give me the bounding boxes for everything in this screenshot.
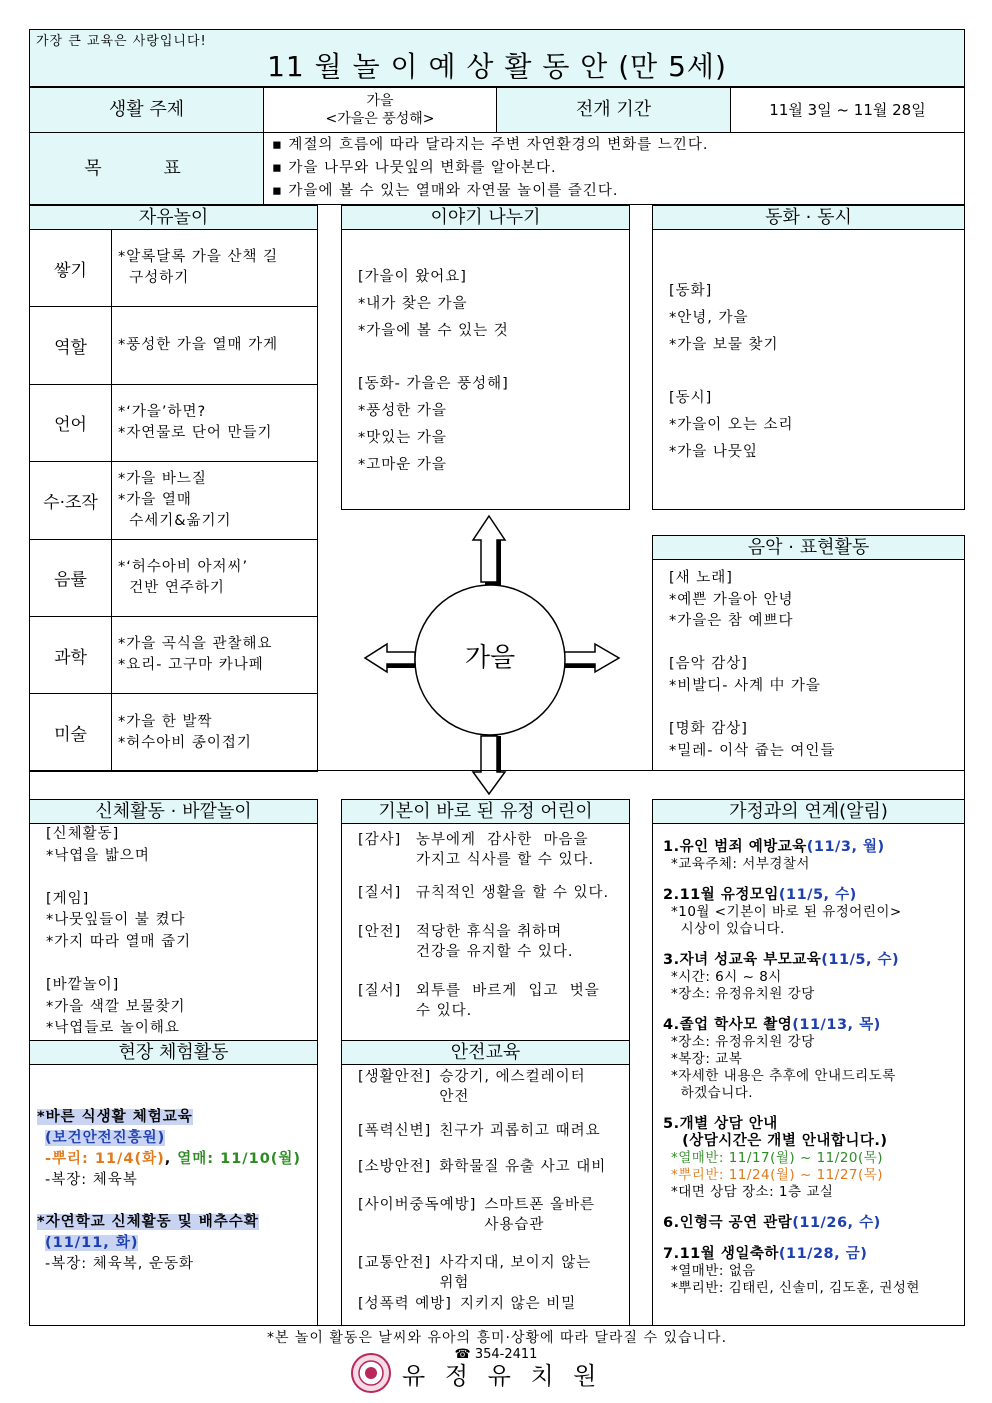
physical-line: [게임] (46, 890, 90, 907)
virtue-header: 기본이 바로 된 유정 어린이 (341, 799, 630, 824)
music-line: *비발디- 사계 中 가을 (669, 677, 821, 694)
free-play-area-label: 언어 (30, 385, 112, 461)
free-play-activity-line: *가을 바느질 (118, 470, 207, 487)
music-header: 음악 · 표현활동 (652, 535, 965, 560)
home-header: 가정과의 연계(알림) (652, 799, 965, 824)
home-notice-line: *복장: 교복 (671, 1051, 743, 1067)
music-box (652, 559, 965, 771)
free-play-area-label: 쌓기 (30, 230, 112, 306)
talk-line: *고마운 가을 (358, 456, 447, 473)
talk-line: *가을에 볼 수 있는 것 (358, 322, 509, 339)
mid-divider (29, 770, 965, 771)
free-play-area-label: 음률 (30, 540, 112, 616)
free-play-area-label: 과학 (30, 617, 112, 693)
physical-line (46, 954, 317, 976)
physical-line: *가을 색깔 보물찾기 (46, 998, 186, 1015)
safety-text-line: 사용습관 (484, 1217, 545, 1233)
free-play-activity (118, 617, 315, 693)
free-play-activity-line: *‘가을’하면? (118, 403, 207, 420)
safety-text-line: 지키지 않은 비밀 (459, 1296, 577, 1312)
field-a-title-text: *바른 식생활 체험교육 (37, 1109, 193, 1125)
home-notice-head: 7.11월 생일축하 (663, 1246, 779, 1262)
talk-header: 이야기 나누기 (341, 205, 630, 230)
story-line: [동화] (669, 283, 713, 299)
physical-line: [바깥놀이] (46, 977, 120, 994)
home-notice-title (663, 838, 964, 856)
center-word: 가을 (464, 643, 516, 673)
safety-tag: [폭력신변] (358, 1123, 432, 1139)
goal-label: 목 표 (29, 132, 264, 205)
free-play-activity (118, 694, 315, 770)
free-play-area-label: 역할 (30, 307, 112, 383)
free-play-row (29, 384, 318, 462)
home-notice-line: *장소: 유정유치원 강당 (671, 986, 815, 1002)
field-b-title-text: *자연학교 신체활동 및 배추수확 (37, 1214, 259, 1230)
safety-lines (358, 1067, 629, 1314)
virtue-box (341, 823, 630, 1041)
free-play-activity-line: *가을 곡식을 관찰해요 (118, 636, 273, 653)
virtue-tag: [감사] (358, 832, 402, 848)
virtue-text-line: 건강을 유지할 수 있다. (416, 944, 574, 960)
home-notice-head: 1.유인 범죄 예방교육 (663, 839, 807, 855)
free-play-activity-line: *자연물로 단어 만들기 (118, 424, 273, 441)
home-notice-line: (상담시간은 개별 안내합니다.) (671, 1133, 888, 1149)
home-notice (663, 1214, 964, 1232)
music-line: *가을은 참 예쁘다 (669, 613, 794, 630)
safety-tag: [생활안전] (358, 1069, 432, 1085)
safety-text-line: 화학물질 유출 사고 대비 (439, 1159, 607, 1175)
safety-tag: [사이버중독예방] (358, 1197, 477, 1213)
physical-header: 신체활동 · 바깥놀이 (29, 799, 318, 824)
music-line: [음악 감상] (669, 656, 748, 673)
home-notice-line: *대면 상담 장소: 1층 교실 (671, 1184, 834, 1200)
home-notice-line: *열매반: 11/17(월) ~ 11/20(목) (671, 1150, 884, 1166)
story-lines (669, 278, 964, 466)
virtue-text-line: 농부에게 감사한 마음을 (416, 832, 589, 848)
field-box (29, 1064, 318, 1326)
talk-line (358, 344, 629, 371)
story-line: [동시] (669, 390, 713, 407)
safety-header: 안전교육 (341, 1040, 630, 1065)
safety-text (460, 1294, 576, 1314)
safety-text (439, 1157, 606, 1177)
free-play-row (29, 616, 318, 694)
home-notice-line: *뿌리반: 11/24(월) ~ 11/27(목) (671, 1167, 884, 1183)
safety-tag: [성폭력 예방] (358, 1296, 452, 1312)
safety-box (341, 1064, 630, 1326)
home-notice-line: 시상이 있습니다. (671, 921, 785, 937)
safety-item (358, 1294, 629, 1314)
virtue-text-line: 적당한 휴식을 취하며 (416, 924, 563, 940)
safety-item (358, 1157, 629, 1177)
home-notice-title (663, 886, 964, 904)
title-box (29, 29, 965, 87)
free-play-table (29, 229, 318, 771)
talk-line: *풍성한 가을 (358, 402, 447, 419)
free-play-activity-line: *허수아비 종이접기 (118, 734, 252, 751)
free-play-row (29, 693, 318, 771)
safety-item (358, 1253, 629, 1293)
virtue-text (416, 922, 574, 962)
safety-item (358, 1195, 629, 1235)
field-b-sub: (11/11, 화) (45, 1235, 139, 1251)
field-a-title (37, 1107, 317, 1128)
virtue-item (358, 830, 629, 870)
field-b-dress: -복장: 체육복, 운동화 (45, 1256, 195, 1272)
virtue-item (358, 981, 629, 1021)
music-line: *밀레- 이삭 줍는 여인들 (669, 742, 836, 759)
period-value: 11월 3일 ~ 11월 28일 (730, 87, 965, 133)
home-notice-line: *열매반: 없음 (671, 1263, 756, 1279)
virtue-tag: [질서] (358, 885, 402, 901)
home-notice-head: 3.자녀 성교육 부모교육 (663, 952, 822, 968)
story-line: *안녕, 가을 (669, 309, 749, 326)
music-line: [명화 감상] (669, 721, 748, 738)
home-notice-date: (11/5, 수) (821, 952, 900, 968)
free-play-activity-line: *가을 한 발짝 (118, 713, 213, 730)
theme-value (263, 87, 497, 133)
music-lines (669, 568, 964, 762)
story-box (652, 229, 965, 510)
virtue-tag: [안전] (358, 924, 402, 940)
home-notice-title (663, 1214, 964, 1232)
physical-line: *낙엽들로 놀이해요 (46, 1020, 180, 1037)
school-logo-icon (350, 1352, 392, 1394)
field-a-sub-row (37, 1128, 317, 1149)
theme-label: 생활 주제 (29, 87, 264, 133)
field-a-date-sep: , (164, 1151, 178, 1167)
free-play-row (29, 306, 318, 384)
music-line: *예쁜 가을아 안녕 (669, 591, 794, 608)
virtue-item (358, 922, 629, 962)
home-notice (663, 886, 964, 938)
field-a-date-1: -뿌리: 11/4(화) (45, 1151, 165, 1167)
safety-text-line: 승강기, 에스컬레이터 (439, 1069, 586, 1085)
home-notice-line: *교육주체: 서부경찰서 (671, 856, 810, 872)
theme-value-sub: <가을은 풍성해> (325, 111, 435, 127)
home-notice (663, 838, 964, 873)
physical-line: *나뭇잎들이 불 켰다 (46, 912, 186, 929)
home-notice-title (663, 1016, 964, 1034)
field-b-title (37, 1212, 317, 1233)
free-play-activity-line: *‘허수아비 아저씨’ (118, 558, 249, 575)
story-header: 동화 · 동시 (652, 205, 965, 230)
period-label: 전개 기간 (496, 87, 731, 133)
home-notice-date: (11/26, 수) (792, 1215, 881, 1231)
talk-line: *맛있는 가을 (358, 429, 447, 446)
virtue-text-line: 규칙적인 생활을 할 수 있다. (416, 885, 610, 901)
safety-tag: [소방안전] (358, 1159, 432, 1175)
home-notice-title (663, 951, 964, 969)
talk-line: [가을이 왔어요] (358, 269, 467, 285)
home-notice-line: *시간: 6시 ~ 8시 (671, 969, 782, 985)
free-play-activity (118, 540, 315, 616)
virtue-text-line: 수 있다. (416, 1003, 473, 1019)
talk-lines (358, 264, 629, 478)
virtue-text-line: 외투를 바르게 입고 벗을 (416, 983, 600, 999)
safety-text (439, 1253, 591, 1293)
home-notice-line: 하겠습니다. (671, 1085, 754, 1101)
safety-item (358, 1067, 629, 1107)
top-note: 가장 큰 교육은 사랑입니다! (36, 34, 207, 49)
goal-item: ▪ 가을에 볼 수 있는 열매와 자연물 놀이를 즐긴다. (272, 183, 619, 199)
home-notice-date: (11/5, 수) (778, 887, 857, 903)
arrow-left-icon (365, 644, 415, 672)
physical-line: *가지 따라 열매 줍기 (46, 933, 192, 950)
safety-text-line: 안전 (439, 1089, 470, 1105)
theme-value-main: 가을 (366, 93, 394, 109)
story-line (669, 358, 964, 385)
virtue-text (416, 830, 594, 870)
home-notice-line: *자세한 내용은 추후에 안내드리도록 (671, 1068, 896, 1084)
virtue-tag: [질서] (358, 983, 402, 999)
goal-item: ▪ 가을 나무와 나뭇잎의 변화를 알아본다. (272, 160, 557, 176)
free-play-activity-line: *가을 열매 (118, 491, 192, 508)
music-line: [새 노래] (669, 570, 733, 586)
virtue-text-line: 가지고 식사를 할 수 있다. (416, 852, 595, 868)
goal-list (263, 132, 965, 205)
free-play-row (29, 461, 318, 539)
field-b-sub-row (37, 1233, 317, 1254)
virtue-item (358, 883, 629, 903)
home-notice-date: (11/28, 금) (778, 1246, 868, 1262)
field-a-dates (37, 1149, 317, 1170)
talk-line: *내가 찾은 가을 (358, 295, 468, 312)
field-a-date-2: 열매: 11/10(월) (177, 1151, 302, 1167)
free-play-area-label: 수·조작 (30, 462, 112, 538)
free-play-header: 자유놀이 (29, 205, 318, 230)
virtue-lines (358, 830, 629, 1021)
free-play-area-label: 미술 (30, 694, 112, 770)
story-line: *가을 보물 찾기 (669, 336, 779, 353)
left-edge (29, 770, 30, 800)
physical-line (46, 867, 317, 889)
music-line (669, 698, 964, 720)
home-lines (663, 838, 964, 1297)
field-a-dress: -복장: 체육복 (45, 1172, 138, 1188)
safety-text-line: 친구가 괴롭히고 때려요 (439, 1123, 601, 1139)
safety-text (439, 1121, 600, 1141)
safety-text-line: 스마트폰 올바른 (484, 1197, 596, 1213)
home-notice-date: (11/13, 목) (792, 1017, 881, 1033)
safety-item (358, 1121, 629, 1141)
free-play-activity (118, 385, 315, 461)
free-play-activity-line: *알록달록 가을 산책 길 (118, 249, 279, 266)
home-box (652, 823, 965, 1326)
free-play-activity (118, 307, 315, 383)
home-notice-head: 4.졸업 학사모 촬영 (663, 1017, 793, 1033)
safety-text-line: 사각지대, 보이지 않는 (439, 1255, 592, 1271)
home-notice-date: (11/3, 월) (806, 839, 885, 855)
home-notice-line: *10월 <기본이 바로 된 유정어린이> (671, 904, 902, 920)
free-play-activity (118, 462, 315, 538)
story-line: *가을이 오는 소리 (669, 416, 794, 433)
safety-text (439, 1067, 585, 1107)
free-play-activity-line: 건반 연주하기 (118, 579, 225, 596)
home-notice-head: 6.인형극 공연 관람 (663, 1215, 793, 1231)
home-notice-head: 5.개별 상담 안내 (663, 1116, 778, 1132)
home-notice (663, 1245, 964, 1297)
arrow-right-icon (563, 644, 619, 672)
home-notice-head: 2.11월 유정모임 (663, 887, 779, 903)
safety-text (484, 1195, 595, 1235)
field-header: 현장 체험활동 (29, 1040, 318, 1065)
home-notice (663, 1115, 964, 1201)
right-edge (964, 770, 965, 800)
safety-text-line: 위험 (439, 1275, 470, 1291)
school-name: 유 정 유 치 원 (402, 1362, 603, 1390)
field-a-sub: (보건안전진흥원) (45, 1130, 166, 1146)
virtue-text (416, 883, 609, 903)
free-play-activity-line: 수세기&옮기기 (118, 512, 232, 529)
phone-number: ☎ 354-2411 (454, 1347, 538, 1362)
safety-tag: [교통안전] (358, 1255, 432, 1271)
arrow-down-icon (473, 736, 505, 794)
physical-lines (46, 824, 317, 1040)
frame-bottom (29, 1325, 965, 1326)
free-play-activity (118, 230, 315, 306)
home-notice-line: *뿌리반: 김태린, 신솔미, 김도훈, 권성현 (671, 1280, 920, 1296)
talk-line: [동화- 가을은 풍성해] (358, 376, 509, 393)
goal-item: ▪ 계절의 흐름에 따라 달라지는 주변 자연환경의 변화를 느낀다. (272, 137, 709, 153)
home-notice (663, 951, 964, 1003)
virtue-text (416, 981, 600, 1021)
footer-note: *본 놀이 활동은 날씨와 유아의 흥미·상황에 따라 달라질 수 있습니다. (266, 1330, 728, 1346)
physical-box (29, 823, 318, 1041)
free-play-activity-line: *풍성한 가을 열매 가게 (118, 337, 279, 354)
arrow-up-icon (473, 516, 505, 586)
music-line (669, 633, 964, 655)
story-line: *가을 나뭇잎 (669, 443, 758, 460)
physical-line: [신체활동] (46, 826, 120, 842)
free-play-row (29, 229, 318, 307)
free-play-activity-line: 구성하기 (118, 270, 190, 287)
home-notice-line: *장소: 유정유치원 강당 (671, 1034, 815, 1050)
free-play-activity-line: *요리- 고구마 카나페 (118, 657, 264, 674)
page-title: 11 월 놀 이 예 상 활 동 안 (만 5세) (267, 50, 727, 83)
home-notice (663, 1016, 964, 1102)
free-play-row (29, 539, 318, 617)
physical-line: *낙엽을 밟으며 (46, 847, 150, 864)
home-notice-title (663, 1115, 964, 1133)
home-notice-title (663, 1245, 964, 1263)
talk-box (341, 229, 630, 510)
